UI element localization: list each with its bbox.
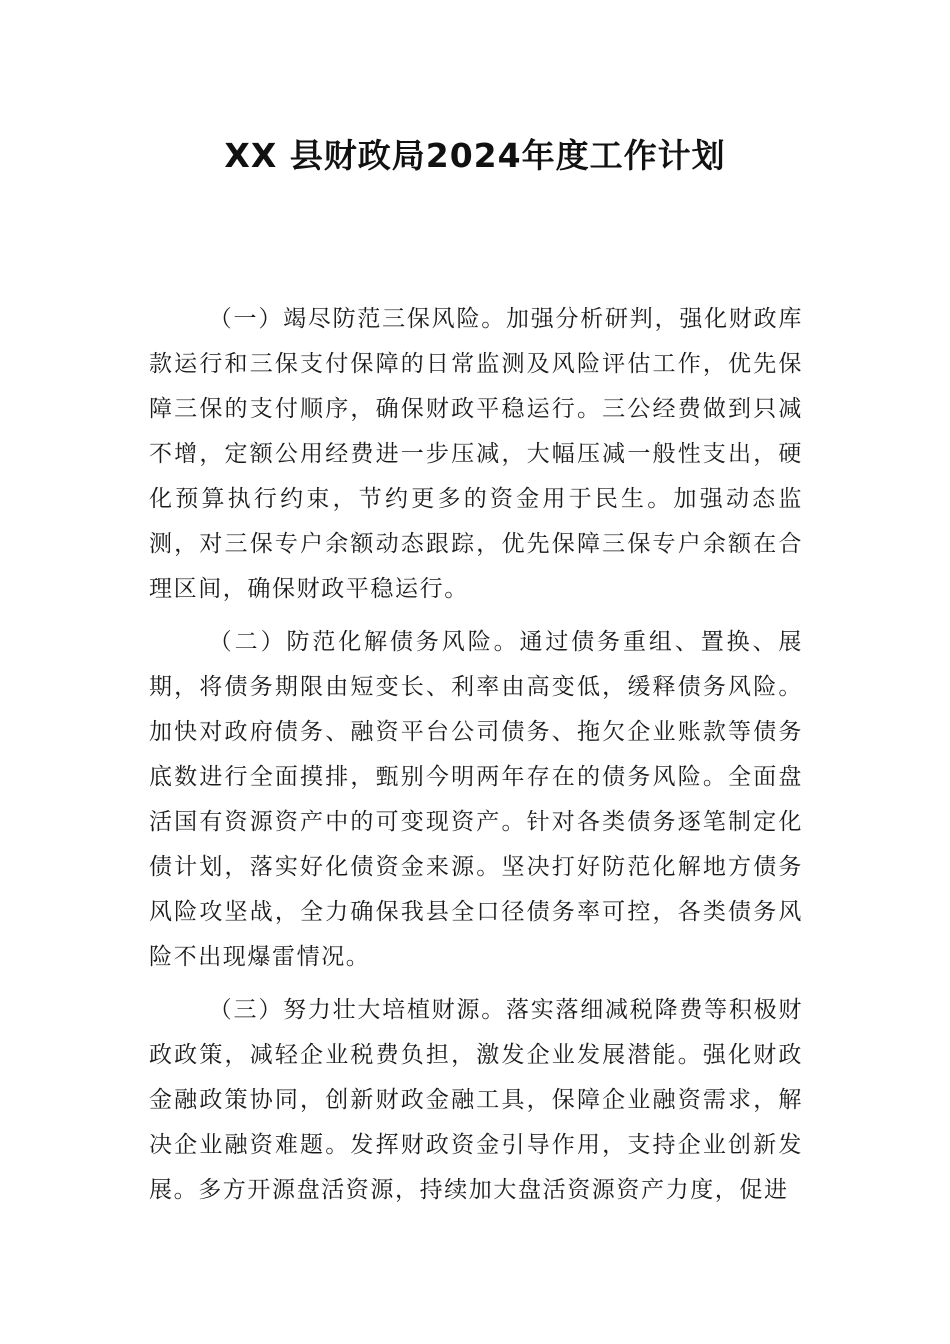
paragraph-3: （三）努力壮大培植财源。落实落细减税降费等积极财政政策，减轻企业税费负担，激发企业发展潜能。强化财政金融政策协同，创新财政金融工具，保障企业融资需求，解决企业融资难题。发挥财政资金引导作用，支持企业创新发展。多方开源盘活资源，持续加大盘活资源资产力度，促进 [149,997,803,1203]
document-body [149,297,803,1221]
paragraph-1: （一）竭尽防范三保风险。加强分析研判，强化财政库款运行和三保支付保障的日常监测及风险评估工作，优先保障三保的支付顺序，确保财政平稳运行。三公经费做到只减不增，定额公用经费进一步压减，大幅压减一般性支出，硬化预算执行约束，节约更多的资金用于民生。加强动态监测，对三保专户余额动态跟踪，优先保障三保专户余额在合理区间，确保财政平稳运行。 [149,306,803,602]
paragraph-2: （二）防范化解债务风险。通过债务重组、置换、展期，将债务期限由短变长、利率由高变低，缓释债务风险。加快对政府债务、融资平台公司债务、拖欠企业账款等债务底数进行全面摸排，甄别今明两年存在的债务风险。全面盘活国有资源资产中的可变现资产。针对各类债务逐笔制定化债计划，落实好化债资金来源。坚决打好防范化解地方债务风险攻坚战，全力确保我县全口径债务率可控，各类债务风险不出现爆雷情况。 [149,629,803,970]
document-title: XX 县财政局2024年度工作计划 [224,136,726,175]
